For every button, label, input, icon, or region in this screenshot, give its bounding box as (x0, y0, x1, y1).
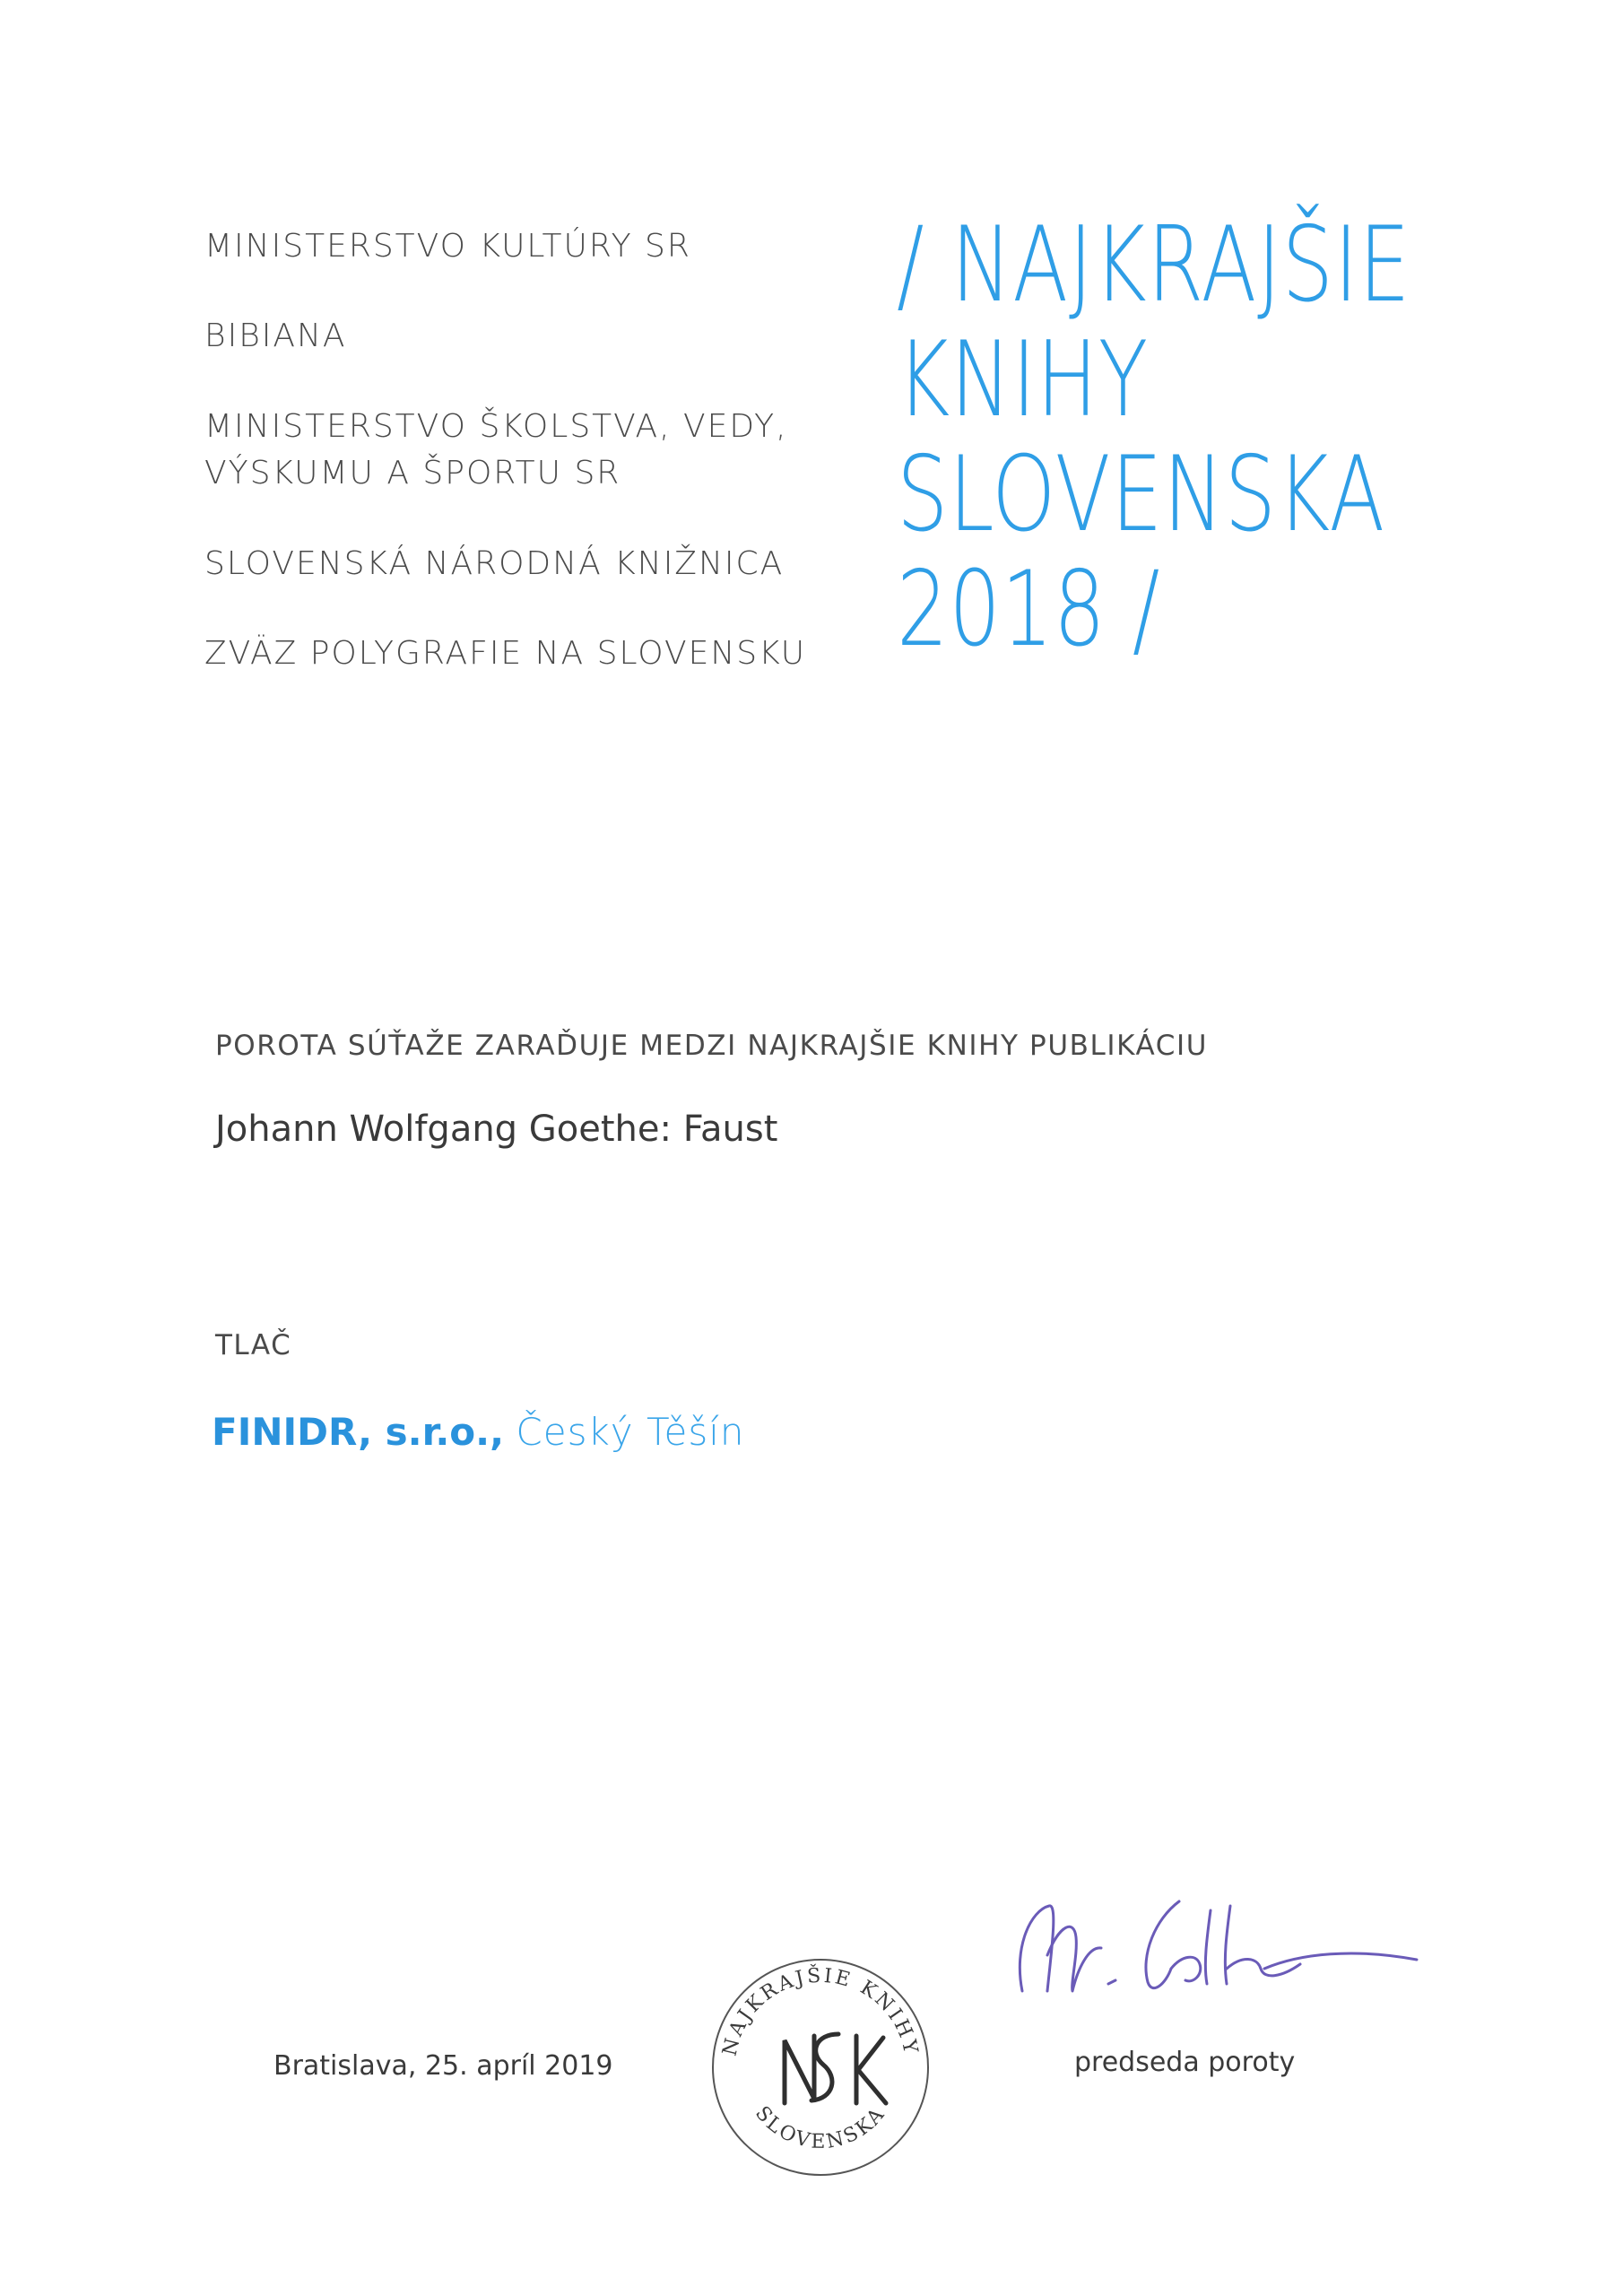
printer-entry (212, 1410, 745, 1454)
jury-statement: POROTA SÚŤAŽE ZARAĎUJE MEDZI NAJKRAJŠIE KNIHY PUBLIKÁCIU (215, 1030, 1209, 1062)
book-author: Johann Wolfgang Goethe: (215, 1109, 672, 1150)
organization-ministry-education-line2: VÝSKUMU A ŠPORTU SR (204, 455, 621, 491)
chairman-signature (995, 1883, 1444, 2036)
organization-national-library: SLOVENSKÁ NÁRODNÁ KNIŽNICA (204, 545, 785, 582)
title-line-2: KNIHY (897, 319, 1149, 440)
organization-ministry-education (204, 404, 886, 497)
organization-polygraphy-union: ZVÄZ POLYGRAFIE NA SLOVENSKU (204, 635, 807, 672)
book-title: Faust (682, 1109, 778, 1150)
title-line-4: 2018 / (897, 549, 1161, 670)
printer-name: FINIDR, s.r.o., (212, 1410, 505, 1454)
title-line-1: / NAJKRAJŠIE (897, 204, 1411, 326)
printer-city: Český Těšín (516, 1410, 745, 1454)
organization-ministry-culture: MINISTERSTVO KULTÚRY SR (204, 228, 691, 265)
certificate-title (897, 204, 1614, 670)
book-entry (215, 1109, 777, 1150)
award-seal (708, 1955, 933, 2179)
seal-monogram (785, 2034, 886, 2103)
place-and-date: Bratislava, 25. apríl 2019 (273, 2050, 613, 2082)
jury-chairman-role: predseda poroty (1074, 2047, 1296, 2078)
seal-top-text: NAJKRAJŠIE KNIHY (718, 1964, 923, 2058)
print-label: TLAČ (215, 1329, 292, 1361)
organization-bibiana: BIBIANA (204, 317, 347, 354)
organizations-list (204, 224, 886, 676)
organization-ministry-education-line1: MINISTERSTVO ŠKOLSTVA, VEDY, (204, 408, 788, 445)
seal-bottom-text: SLOVENSKA (750, 2101, 891, 2153)
title-line-3: SLOVENSKA (897, 434, 1386, 555)
